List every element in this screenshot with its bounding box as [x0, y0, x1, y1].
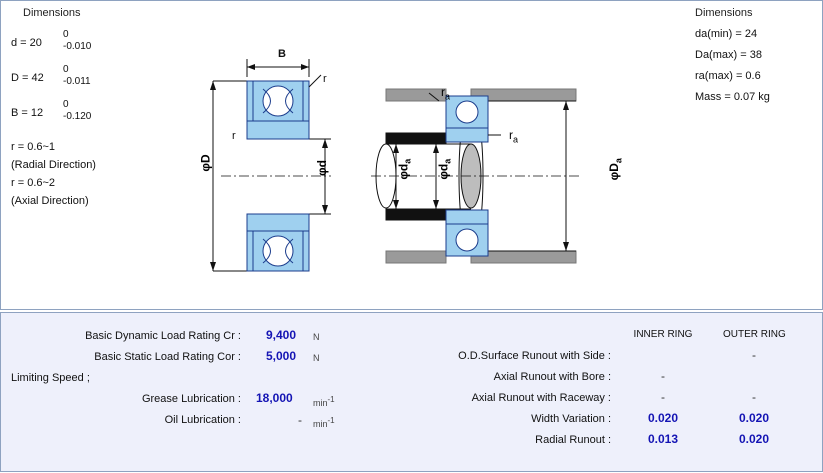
dimension-D-upper: 0	[63, 64, 69, 75]
label-ra-mid-sub: a	[513, 134, 519, 145]
radial-runout-label: Radial Runout :	[535, 434, 611, 446]
label-ra-top	[441, 85, 450, 101]
phiDa-main: φD	[606, 163, 621, 181]
note-radial-r: r = 0.6~1	[11, 141, 56, 153]
oil-unit-main: min	[313, 419, 328, 429]
od-surface-runout-outer: -	[752, 348, 756, 362]
od-surface-runout-label: O.D.Surface Runout with Side :	[458, 350, 611, 362]
dimension-D-label: D = 42	[11, 72, 44, 84]
note-axial-direction: (Axial Direction)	[11, 195, 89, 207]
note-axial-r: r = 0.6~2	[11, 177, 56, 189]
oil-lubrication-value: -	[298, 413, 302, 427]
dimension-d-lower: -0.010	[63, 41, 92, 52]
phiDa-sub: a	[613, 158, 624, 164]
label-ra-mid-main: r	[509, 128, 513, 142]
oil-lubrication-unit	[313, 416, 335, 429]
label-phiD: φD	[198, 154, 213, 172]
width-variation-label: Width Variation :	[531, 413, 611, 425]
phida-right-sub: a	[442, 158, 453, 164]
label-ra-top-main: r	[441, 85, 445, 99]
dimension-B-lower: -0.120	[63, 111, 92, 122]
label-B: B	[278, 48, 286, 60]
static-load-value: 5,000	[266, 349, 297, 363]
note-radial-direction: (Radial Direction)	[11, 159, 96, 171]
axial-runout-raceway-label: Axial Runout with Raceway :	[471, 392, 611, 404]
label-r-top: r	[323, 73, 327, 85]
limiting-speed-label: Limiting Speed ;	[11, 372, 90, 384]
left-dimensions-heading: Dimensions	[23, 7, 81, 19]
dimension-B-label: B = 12	[11, 107, 44, 119]
label-phid: φd	[314, 160, 329, 176]
phida-left-sub: a	[402, 158, 413, 164]
phida-left-main: φd	[396, 163, 411, 180]
oil-lubrication-label: Oil Lubrication :	[164, 414, 241, 426]
right-dimensions-heading: Dimensions	[695, 7, 753, 19]
label-ra-mid	[509, 128, 518, 144]
dynamic-load-unit: N	[313, 332, 320, 342]
oil-unit-sup: -1	[327, 416, 335, 425]
radial-runout-outer: 0.020	[738, 432, 770, 446]
width-variation-inner: 0.020	[647, 411, 679, 425]
dynamic-load-label: Basic Dynamic Load Rating Cr :	[85, 330, 241, 342]
col-inner-ring: INNER RING	[633, 329, 693, 340]
radial-runout-inner: 0.013	[647, 432, 679, 446]
bearing-cross-section-drawing	[181, 11, 601, 301]
grease-unit-sup: -1	[327, 395, 335, 404]
label-ra-top-sub: a	[445, 91, 451, 102]
width-variation-outer: 0.020	[738, 411, 770, 425]
grease-lubrication-label: Grease Lubrication :	[141, 393, 241, 405]
axial-runout-bore-inner: -	[661, 369, 665, 383]
dynamic-load-value: 9,400	[266, 328, 297, 342]
label-phida-left	[396, 159, 412, 180]
dimension-D-lower: -0.011	[63, 76, 91, 87]
axial-runout-bore-label: Axial Runout with Bore :	[493, 371, 611, 383]
label-phiDa	[607, 158, 623, 180]
static-load-unit: N	[313, 353, 320, 363]
static-load-label: Basic Static Load Rating Cor :	[94, 351, 241, 363]
col-outer-ring: OUTER RING	[723, 329, 786, 340]
axial-runout-raceway-inner: -	[661, 390, 665, 404]
grease-unit-main: min	[313, 398, 328, 408]
Da-max: Da(max) = 38	[695, 49, 762, 61]
label-r-left: r	[232, 130, 236, 142]
mass: Mass = 0.07 kg	[695, 91, 770, 103]
phida-right-main: φd	[436, 163, 451, 180]
grease-lubrication-unit	[313, 395, 335, 408]
specifications-panel	[0, 312, 823, 472]
ra-max: ra(max) = 0.6	[695, 70, 761, 82]
da-min: da(min) = 24	[695, 28, 758, 40]
grease-lubrication-value: 18,000	[256, 391, 293, 405]
axial-runout-raceway-outer: -	[752, 390, 756, 404]
label-phida-right	[436, 159, 452, 180]
dimension-d-label: d = 20	[11, 37, 42, 49]
dimension-B-upper: 0	[63, 99, 69, 110]
dimension-d-upper: 0	[63, 29, 69, 40]
